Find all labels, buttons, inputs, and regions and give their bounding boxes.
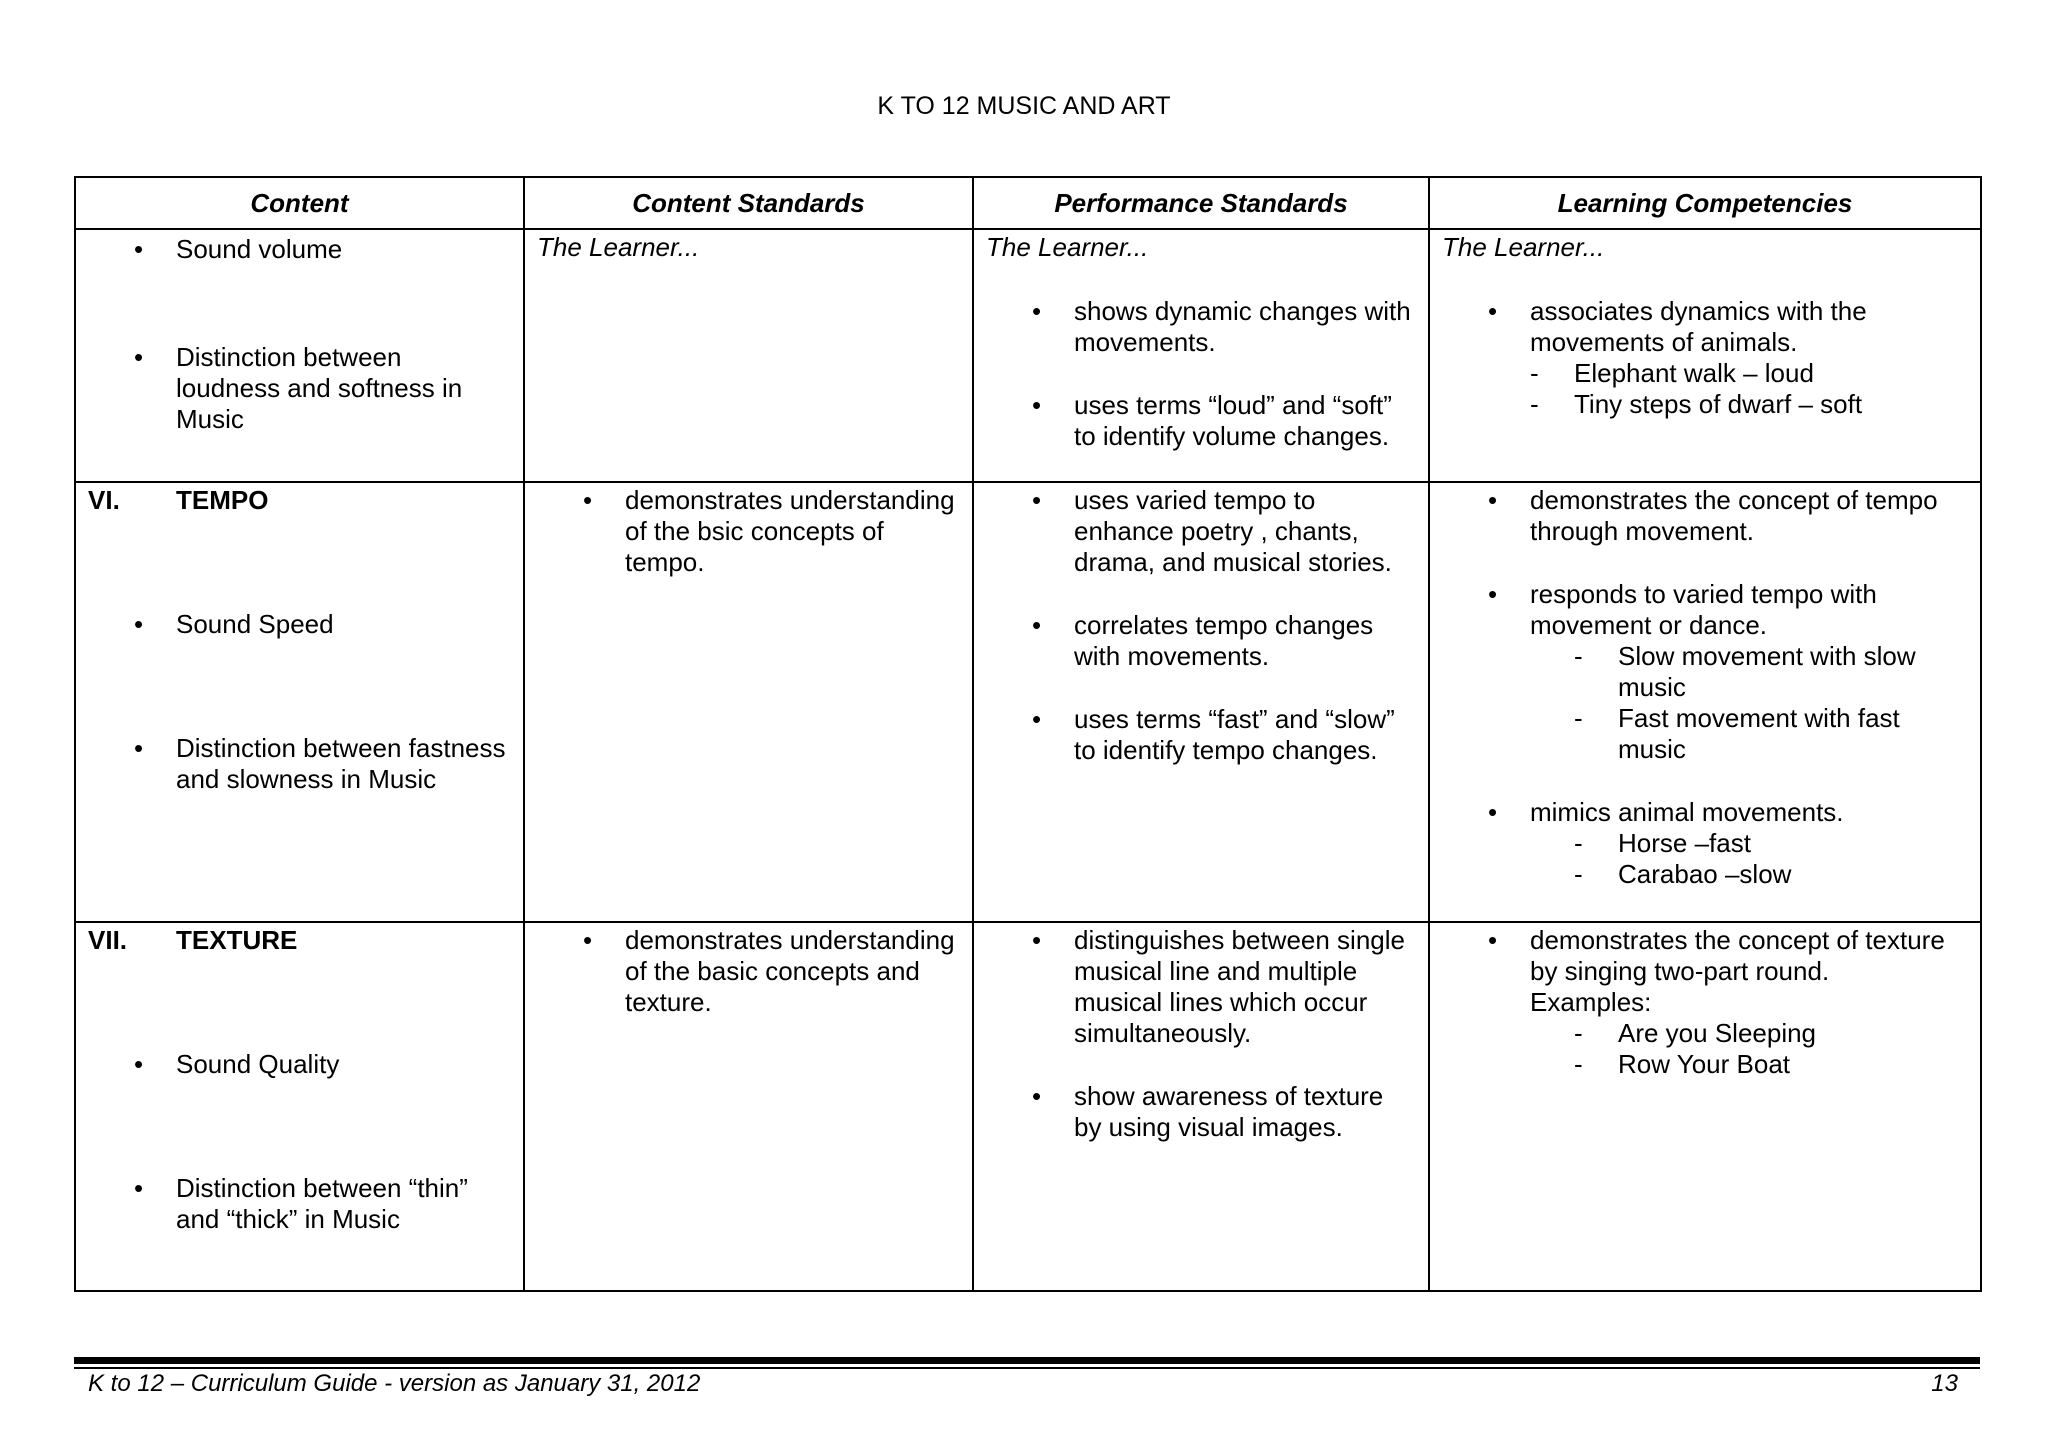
- content-item: • Distinction between “thin” and “thick” in Music: [88, 1173, 511, 1235]
- competency-item: [1442, 296, 1968, 420]
- footer-version-text: K to 12 – Curriculum Guide - version as January 31, 2012: [88, 1370, 701, 1397]
- footer-divider-thin: [74, 1367, 1980, 1369]
- competency-item: [1442, 925, 1968, 1080]
- content-item: • Distinction between loudness and softness in Music: [88, 342, 511, 435]
- column-header-content-standards: Content Standards: [524, 177, 973, 229]
- performance-standards-cell: [973, 482, 1429, 922]
- column-header-learning-competencies: Learning Competencies: [1429, 177, 1981, 229]
- column-header-content: Content: [75, 177, 524, 229]
- performance-item: • uses terms “fast” and “slow” to identify tempo changes.: [986, 704, 1416, 766]
- learner-intro: The Learner...: [537, 232, 700, 262]
- section-heading: [88, 925, 511, 956]
- competency-text: associates dynamics with the movements of animals.: [1530, 296, 1867, 357]
- section-title: TEMPO: [176, 485, 269, 515]
- competency-subitem: - Fast movement with fast music: [1530, 703, 1968, 765]
- content-item: • Sound Speed: [88, 609, 511, 640]
- curriculum-table: [74, 176, 1982, 1292]
- performance-standards-cell: [973, 922, 1429, 1291]
- content-standards-cell: [524, 922, 973, 1291]
- competency-item: [1442, 579, 1968, 765]
- performance-item: • uses terms “loud” and “soft” to identify volume changes.: [986, 390, 1416, 452]
- standard-item: • demonstrates understanding of the bsic concepts of tempo.: [537, 485, 960, 578]
- content-item: • Distinction between fastness and slowness in Music: [88, 733, 511, 795]
- footer-divider-thick: [74, 1357, 1980, 1364]
- performance-item: • correlates tempo changes with movements.: [986, 610, 1416, 672]
- performance-item: • distinguishes between single musical line and multiple musical lines which occur simultaneously.: [986, 925, 1416, 1049]
- competency-subitem: - Horse –fast: [1530, 828, 1968, 859]
- table-row: [75, 229, 1981, 482]
- learning-competencies-cell: [1429, 922, 1981, 1291]
- content-cell: [75, 922, 524, 1291]
- performance-standards-cell: [973, 229, 1429, 482]
- learner-intro: The Learner...: [1442, 232, 1605, 262]
- competency-text: responds to varied tempo with movement or dance.: [1530, 579, 1877, 640]
- competency-subitem: - Elephant walk – loud: [1530, 358, 1968, 389]
- competency-item: • demonstrates the concept of tempo through movement.: [1442, 485, 1968, 547]
- content-cell: [75, 229, 524, 482]
- content-item: • Sound Quality: [88, 1049, 511, 1080]
- content-standards-cell: [524, 229, 973, 482]
- learning-competencies-cell: [1429, 482, 1981, 922]
- performance-item: • uses varied tempo to enhance poetry , chants, drama, and musical stories.: [986, 485, 1416, 578]
- content-item: • Sound volume: [88, 234, 511, 265]
- competency-text: mimics animal movements.: [1530, 797, 1844, 827]
- competency-subitem: - Carabao –slow: [1530, 859, 1968, 890]
- section-title: TEXTURE: [176, 925, 298, 955]
- content-cell: [75, 482, 524, 922]
- competency-subitem: - Row Your Boat: [1530, 1049, 1968, 1080]
- table-header-row: [75, 177, 1981, 229]
- competency-subitem: - Are you Sleeping: [1530, 1018, 1968, 1049]
- section-numeral: VII.: [88, 925, 128, 955]
- competency-text: demonstrates the concept of texture by singing two-part round.: [1530, 925, 1945, 986]
- page-header-title: K TO 12 MUSIC AND ART: [877, 92, 1171, 120]
- table-row: [75, 482, 1981, 922]
- table-row: [75, 922, 1981, 1291]
- competency-subitem: - Slow movement with slow music: [1530, 641, 1968, 703]
- examples-label: Examples:: [1530, 987, 1652, 1017]
- performance-item: • show awareness of texture by using visual images.: [986, 1081, 1416, 1143]
- section-numeral: VI.: [88, 485, 120, 515]
- performance-item: • shows dynamic changes with movements.: [986, 296, 1416, 358]
- standard-item: • demonstrates understanding of the basic concepts and texture.: [537, 925, 960, 1018]
- learning-competencies-cell: [1429, 229, 1981, 482]
- section-heading: [88, 485, 511, 516]
- competency-subitem: - Tiny steps of dwarf – soft: [1530, 389, 1968, 420]
- learner-intro: The Learner...: [986, 232, 1149, 262]
- column-header-performance-standards: Performance Standards: [973, 177, 1429, 229]
- page-number: 13: [1931, 1370, 1958, 1397]
- content-standards-cell: [524, 482, 973, 922]
- competency-item: [1442, 797, 1968, 890]
